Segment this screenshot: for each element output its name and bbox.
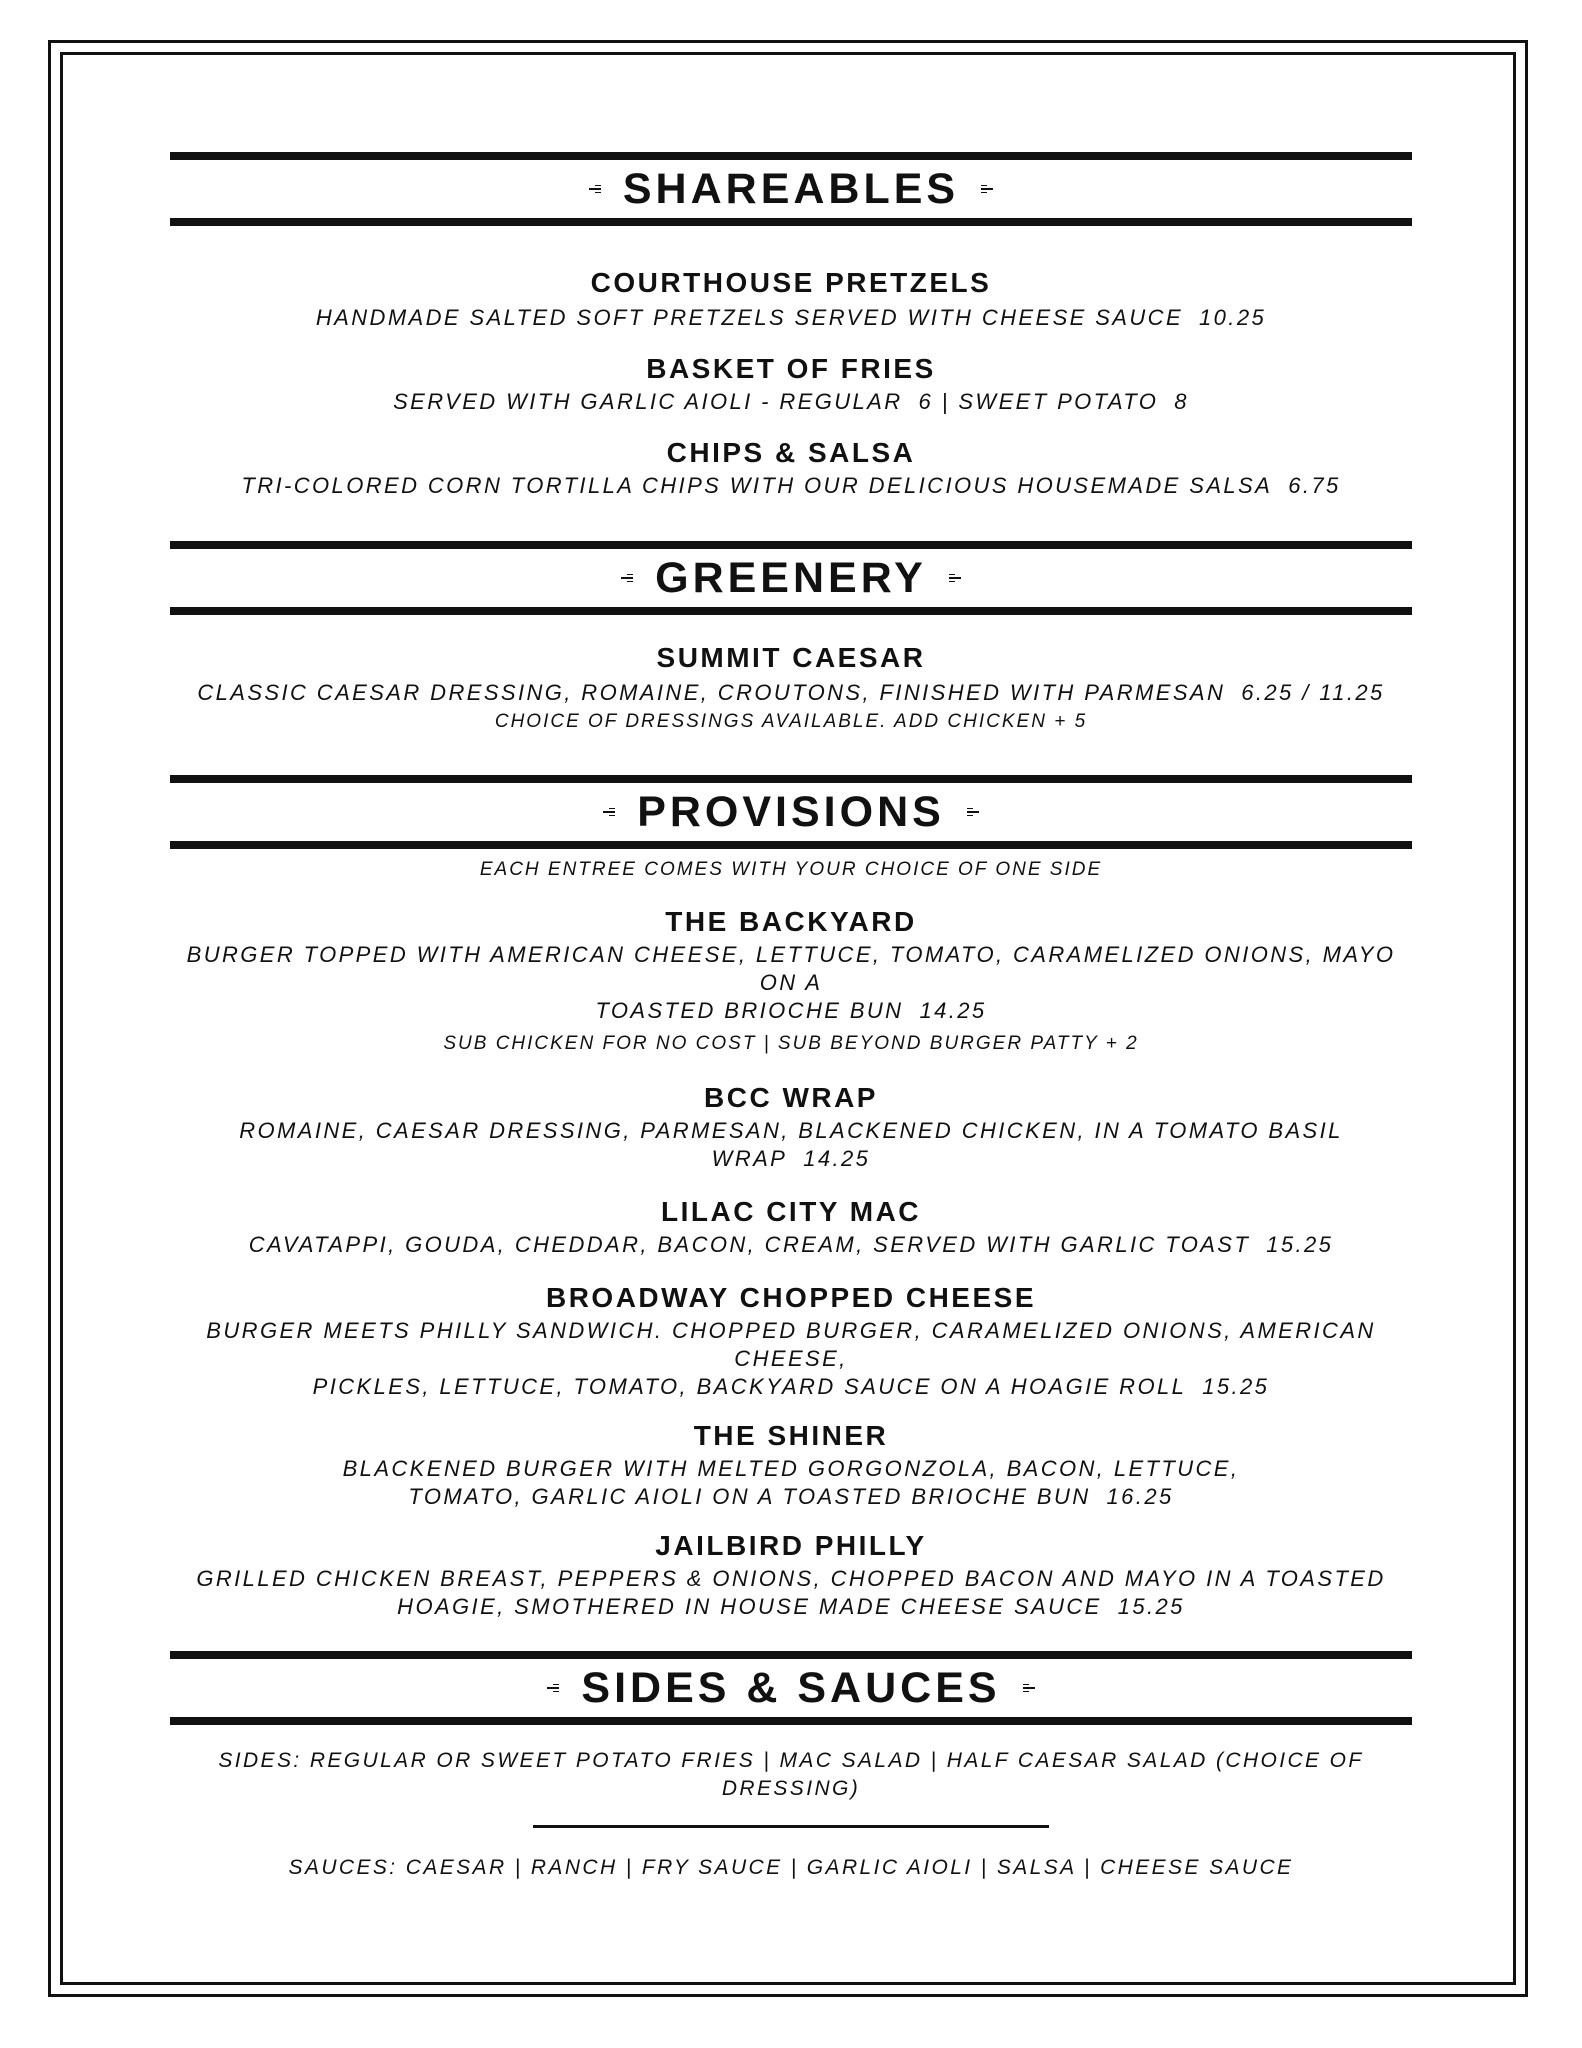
item-description: TOASTED BRIOCHE BUN <box>595 998 904 1023</box>
item-name: JAILBIRD PHILLY <box>655 1530 927 1561</box>
provisions-header <box>170 775 1412 849</box>
item-price: 6 <box>918 389 934 414</box>
item-description: TRI-COLORED CORN TORTILLA CHIPS WITH OUR DELICIOUS HOUSEMADE SALSA <box>241 473 1273 498</box>
item-price: 16.25 <box>1106 1484 1174 1509</box>
item-description: TOMATO, GARLIC AIOLI ON A TOASTED BRIOCHE BUN <box>408 1484 1091 1509</box>
item-price: 14.25 <box>919 998 987 1023</box>
item-description: ROMAINE, CAESAR DRESSING, PARMESAN, BLACKENED CHICKEN, IN A TOMATO BASIL WRAP <box>239 1118 1343 1171</box>
item-note: SUB CHICKEN FOR NO COST | SUB BEYOND BURGER PATTY + 2 <box>443 1033 1139 1054</box>
item-description: PICKLES, LETTUCE, TOMATO, BACKYARD SAUCE ON A HOAGIE ROLL <box>312 1374 1187 1399</box>
ornament-icon <box>981 185 993 194</box>
item-name: BROADWAY CHOPPED CHEESE <box>545 1282 1037 1313</box>
item-description: HOAGIE, SMOTHERED IN HOUSE MADE CHEESE SAUCE <box>397 1594 1102 1619</box>
header-rule-top <box>170 152 1412 160</box>
header-rule-bottom <box>170 1717 1412 1725</box>
item-description-secondary: | SWEET POTATO <box>941 389 1159 414</box>
item-description: BURGER MEETS PHILLY SANDWICH. CHOPPED BURGER, CARAMELIZED ONIONS, AMERICAN CHEESE, <box>206 1318 1376 1371</box>
section-title-shareables: SHAREABLES <box>622 165 960 213</box>
item-name: COURTHOUSE PRETZELS <box>590 267 992 298</box>
item-price: 6.25 / 11.25 <box>1241 680 1385 705</box>
section-title-provisions: PROVISIONS <box>637 788 945 836</box>
sides-divider <box>533 1825 1049 1828</box>
ornament-icon <box>1023 1684 1035 1693</box>
header-rule-top <box>170 775 1412 783</box>
item-price: 14.25 <box>803 1146 871 1171</box>
section-title-sides-sauces: SIDES & SAUCES <box>581 1664 1001 1712</box>
header-rule-top <box>170 1651 1412 1659</box>
item-description: GRILLED CHICKEN BREAST, PEPPERS & ONIONS, CHOPPED BACON AND MAYO IN A TOASTED <box>196 1566 1386 1591</box>
item-description: CAVATAPPI, GOUDA, CHEDDAR, BACON, CREAM, SERVED WITH GARLIC TOAST <box>248 1232 1251 1257</box>
sauces-list: SAUCES: CAESAR | RANCH | FRY SAUCE | GARLIC AIOLI | SALSA | CHEESE SAUCE <box>288 1856 1294 1879</box>
item-price: 15.25 <box>1266 1232 1334 1257</box>
item-description: HANDMADE SALTED SOFT PRETZELS SERVED WITH CHEESE SAUCE <box>315 305 1184 330</box>
item-name: SUMMIT CAESAR <box>656 642 926 673</box>
item-price: 6.75 <box>1288 473 1341 498</box>
item-price: 15.25 <box>1117 1594 1185 1619</box>
item-price: 15.25 <box>1202 1374 1270 1399</box>
item-name: THE BACKYARD <box>665 906 917 937</box>
menu-item-bcc-wrap <box>170 1081 1412 1173</box>
menu-item-the-shiner <box>170 1419 1412 1511</box>
item-price: 10.25 <box>1199 305 1267 330</box>
item-price-secondary: 8 <box>1174 389 1189 414</box>
item-name: LILAC CITY MAC <box>660 1196 922 1227</box>
menu-item-summit-caesar <box>170 641 1412 735</box>
menu-item-courthouse-pretzels <box>170 266 1412 332</box>
header-rule-bottom <box>170 607 1412 615</box>
menu-item-chips-salsa <box>170 436 1412 500</box>
menu-item-broadway-chopped-cheese <box>170 1281 1412 1401</box>
item-description: CLASSIC CAESAR DRESSING, ROMAINE, CROUTONS, FINISHED WITH PARMESAN <box>197 680 1226 705</box>
menu-item-the-backyard <box>170 905 1412 1057</box>
provisions-note: EACH ENTREE COMES WITH YOUR CHOICE OF ONE SIDE <box>479 859 1103 880</box>
item-name: CHIPS & SALSA <box>666 437 916 468</box>
greenery-header <box>170 541 1412 615</box>
item-description: SERVED WITH GARLIC AIOLI - REGULAR <box>393 389 903 414</box>
item-name: BCC WRAP <box>704 1082 878 1113</box>
shareables-header <box>170 152 1412 226</box>
ornament-icon <box>547 1684 559 1693</box>
ornament-icon <box>967 808 979 817</box>
item-name: THE SHINER <box>693 1420 889 1451</box>
menu-item-basket-of-fries <box>170 352 1412 416</box>
sides-list: SIDES: REGULAR OR SWEET POTATO FRIES | MAC SALAD | HALF CAESAR SALAD (CHOICE OF DRESSING) <box>218 1749 1364 1800</box>
menu-item-jailbird-philly <box>170 1529 1412 1621</box>
item-note: CHOICE OF DRESSINGS AVAILABLE. ADD CHICKEN + 5 <box>494 711 1088 732</box>
header-rule-top <box>170 541 1412 549</box>
item-description: BURGER TOPPED WITH AMERICAN CHEESE, LETTUCE, TOMATO, CARAMELIZED ONIONS, MAYO ON A <box>186 942 1396 995</box>
ornament-icon <box>621 574 633 583</box>
header-rule-bottom <box>170 841 1412 849</box>
section-title-greenery: GREENERY <box>655 554 927 602</box>
item-description: BLACKENED BURGER WITH MELTED GORGONZOLA, BACON, LETTUCE, <box>342 1456 1240 1481</box>
ornament-icon <box>589 185 601 194</box>
menu-item-lilac-city-mac <box>170 1195 1412 1259</box>
sides-sauces-header <box>170 1651 1412 1725</box>
item-name: BASKET OF FRIES <box>646 353 936 384</box>
ornament-icon <box>949 574 961 583</box>
menu-content <box>170 152 1412 1882</box>
header-rule-bottom <box>170 218 1412 226</box>
ornament-icon <box>603 808 615 817</box>
